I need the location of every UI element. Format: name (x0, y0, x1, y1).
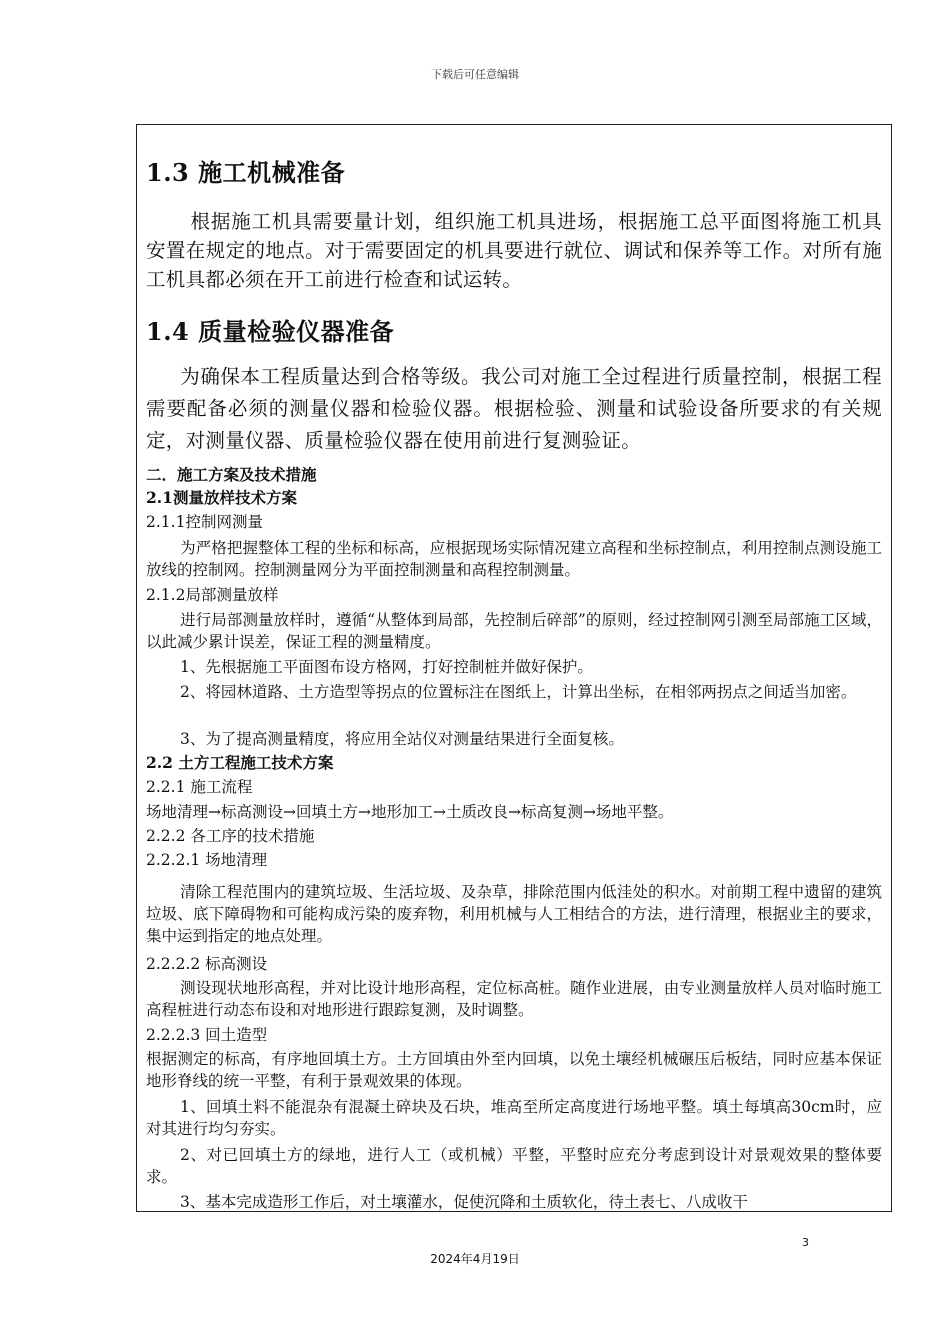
section-2-2-1-body: 场地清理→标高测设→回填土方→地形加工→土质改良→标高复测→场地平整。 (146, 803, 674, 821)
item-text: 3、基本完成造形工作后，对土壤灌水，促使沉降和土质软化，待土表七、八成收干 (180, 1193, 748, 1211)
section-2-2-title: 2.2 土方工程施工技术方案 (146, 753, 334, 772)
section-2-2-2-3-item-1 (146, 1096, 882, 1140)
section-2-1-2-body (146, 609, 882, 653)
section-1-3-title: 1.3 施工机械准备 (146, 158, 346, 187)
item-text: 1、先根据施工平面图布设方格网，打好控制桩并做好保护。 (180, 658, 593, 676)
section-2-2-2-2-text: 测设现状地形高程，并对比设计地形高程，定位标高桩。随作业进展，由专业测量放样人员对临时施工高程桩进行动态布设和对地形进行跟踪复测，及时调整。 (146, 979, 882, 1019)
section-2-2-2-3-title: 2.2.2.3 回土造型 (146, 1026, 268, 1044)
page-number: 3 (802, 1236, 809, 1249)
item-text: 3、为了提高测量精度，将应用全站仪对测量结果进行全面复核。 (180, 730, 624, 748)
content-frame (136, 124, 892, 1212)
section-2-2-1-title: 2.2.1 施工流程 (146, 778, 253, 796)
section-2-1-2-text: 进行局部测量放样时，遵循“从整体到局部，先控制后碎部”的原则，经过控制网引测至局部施工区域，以此减少累计误差，保证工程的测量精度。 (146, 611, 882, 651)
section-1-4-text: 为确保本工程质量达到合格等级。我公司对施工全过程进行质量控制，根据工程需要配备必须的测量仪器和检验仪器。根据检验、测量和试验设备所要求的有关规定，对测量仪器、质量检验仪器在使用前进行复测验证。 (146, 365, 882, 452)
section-2-1-1-title: 2.1.1控制网测量 (146, 513, 263, 531)
section-2-2-2-3-body: 根据测定的标高，有序地回填土方。土方回填由外至内回填，以免土壤经机械碾压后板结，同时应基本保证地形脊线的统一平整，有利于景观效果的体现。 (146, 1050, 882, 1090)
section-2-1-title: 2.1测量放样技术方案 (146, 488, 297, 507)
section-2-2-2-1-title: 2.2.2.1 场地清理 (146, 851, 268, 869)
section-2-2-2-1-body (146, 881, 882, 947)
item-text: 2、将园林道路、土方造型等拐点的位置标注在图纸上，计算出坐标，在相邻两拐点之间适当加密。 (180, 683, 857, 701)
footer-date: 2024年4月19日 (430, 1252, 520, 1266)
section-2-1-2-item-2 (146, 681, 882, 703)
section-2-2-2-3-item-2 (146, 1144, 882, 1188)
section-2-2-2-1-text: 清除工程范围内的建筑垃圾、生活垃圾、及杂草，排除范围内低洼处的积水。对前期工程中遗留的建筑垃圾、底下障碍物和可能构成污染的废弃物，利用机械与人工相结合的方法，进行清理，根据业主的要求，集中运到指定的地点处理。 (146, 883, 882, 945)
item-text: 1、回填土料不能混杂有混凝土碎块及石块，堆高至所定高度进行场地平整。填土每填高30cm时，应对其进行均匀夯实。 (146, 1098, 882, 1138)
section-1-4-body (146, 361, 882, 457)
section-2-1-2-title: 2.1.2局部测量放样 (146, 586, 279, 604)
section-1-3-body (146, 207, 882, 294)
part-2-title: 二．施工方案及技术措施 (146, 465, 317, 484)
section-2-2-2-3-item-3 (146, 1191, 882, 1212)
item-text: 2、对已回填土方的绿地，进行人工（或机械）平整，平整时应充分考虑到设计对景观效果的整体要求。 (146, 1146, 882, 1186)
section-1-4-title: 1.4 质量检验仪器准备 (146, 317, 395, 346)
section-2-1-2-item-1 (146, 656, 882, 678)
section-2-2-2-2-body (146, 977, 882, 1021)
section-1-3-text: 根据施工机具需要量计划，组织施工机具进场，根据施工总平面图将施工机具安置在规定的地点。对于需要固定的机具要进行就位、调试和保养等工作。对所有施工机具都必须在开工前进行检查和试运转。 (146, 210, 882, 291)
section-2-1-2-item-3 (146, 728, 882, 750)
section-2-1-1-text: 为严格把握整体工程的坐标和标高，应根据现场实际情况建立高程和坐标控制点，利用控制点测设施工放线的控制网。控制测量网分为平面控制测量和高程控制测量。 (146, 539, 882, 579)
section-2-2-2-2-title: 2.2.2.2 标高测设 (146, 955, 268, 973)
section-2-1-1-body (146, 537, 882, 581)
header-note: 下载后可任意编辑 (431, 68, 519, 81)
section-2-2-2-title: 2.2.2 各工序的技术措施 (146, 827, 315, 845)
